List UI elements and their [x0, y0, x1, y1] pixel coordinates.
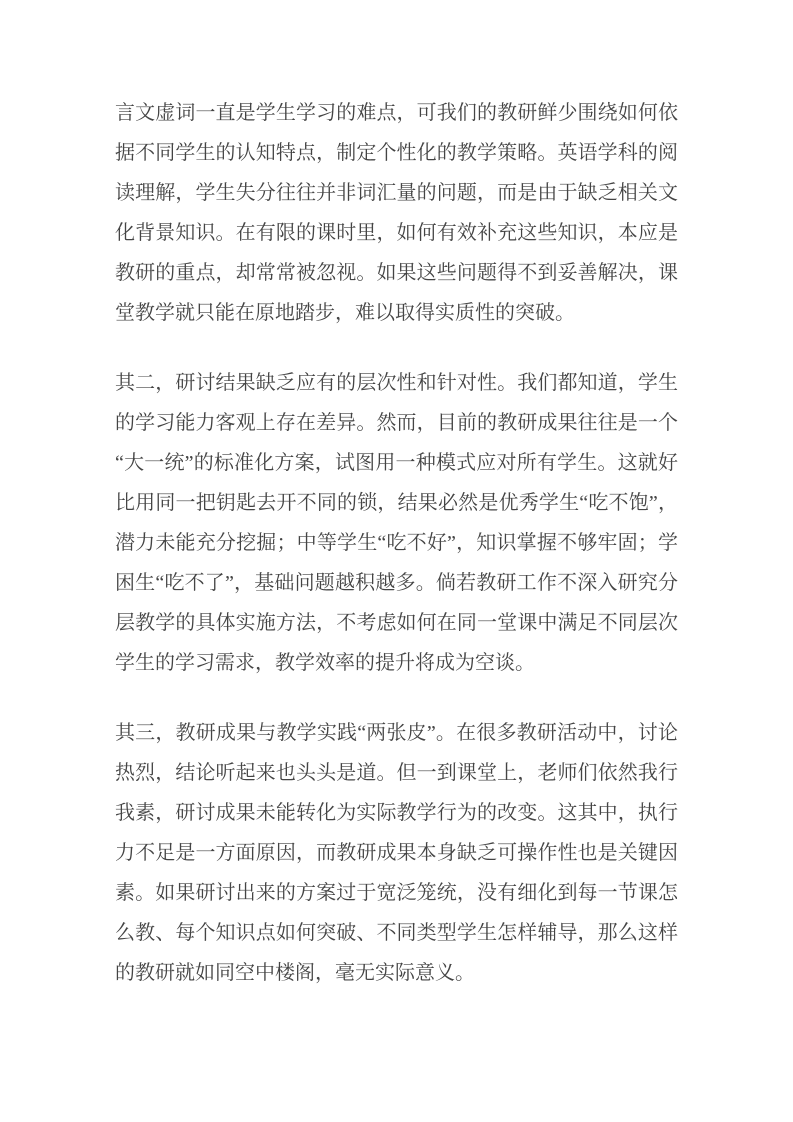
text-line: 其三，教研成果与教学实践“两张皮”。在很多教研活动中，讨论 — [115, 722, 678, 744]
text-line: 困生“吃不了”，基础问题越积越多。倘若教研工作不深入研究分 — [115, 572, 678, 594]
text-line: 教研的重点，却常常被忽视。如果这些问题得不到妥善解决，课 — [115, 262, 678, 284]
paragraph-1 — [115, 93, 678, 333]
text-line: 热烈，结论听起来也头头是道。但一到课堂上，老师们依然我行 — [115, 762, 678, 784]
text-line: 的教研就如同空中楼阁，毫无实际意义。 — [115, 962, 475, 984]
text-line: 力不足是一方面原因，而教研成果本身缺乏可操作性也是关键因 — [115, 842, 678, 864]
text-line: 言文虚词一直是学生学习的难点，可我们的教研鲜少围绕如何依 — [115, 102, 678, 124]
paragraph-3 — [115, 713, 678, 993]
text-line: 我素，研讨成果未能转化为实际教学行为的改变。这其中，执行 — [115, 802, 678, 824]
text-line: 据不同学生的认知特点，制定个性化的教学策略。英语学科的阅 — [115, 142, 678, 164]
text-line: 堂教学就只能在原地踏步，难以取得实质性的突破。 — [115, 302, 575, 324]
text-line: 比用同一把钥匙去开不同的锁，结果必然是优秀学生“吃不饱”， — [115, 492, 678, 514]
text-line: 层教学的具体实施方法，不考虑如何在同一堂课中满足不同层次 — [115, 612, 678, 634]
text-line: 读理解，学生失分往往并非词汇量的问题，而是由于缺乏相关文 — [115, 182, 678, 204]
text-line: 其二，研讨结果缺乏应有的层次性和针对性。我们都知道，学生 — [115, 372, 678, 394]
text-line: 素。如果研讨出来的方案过于宽泛笼统，没有细化到每一节课怎 — [115, 882, 678, 904]
text-line: 么教、每个知识点如何突破、不同类型学生怎样辅导，那么这样 — [115, 922, 678, 944]
text-line: 化背景知识。在有限的课时里，如何有效补充这些知识，本应是 — [115, 222, 678, 244]
text-line: “大一统”的标准化方案，试图用一种模式应对所有学生。这就好 — [115, 452, 678, 474]
text-line: 潜力未能充分挖掘；中等学生“吃不好”，知识掌握不够牢固；学 — [115, 532, 678, 554]
text-line: 学生的学习需求，教学效率的提升将成为空谈。 — [115, 652, 535, 674]
paragraph-2 — [115, 363, 678, 683]
text-line: 的学习能力客观上存在差异。然而，目前的教研成果往往是一个 — [115, 412, 678, 434]
document-text-block — [115, 93, 678, 993]
